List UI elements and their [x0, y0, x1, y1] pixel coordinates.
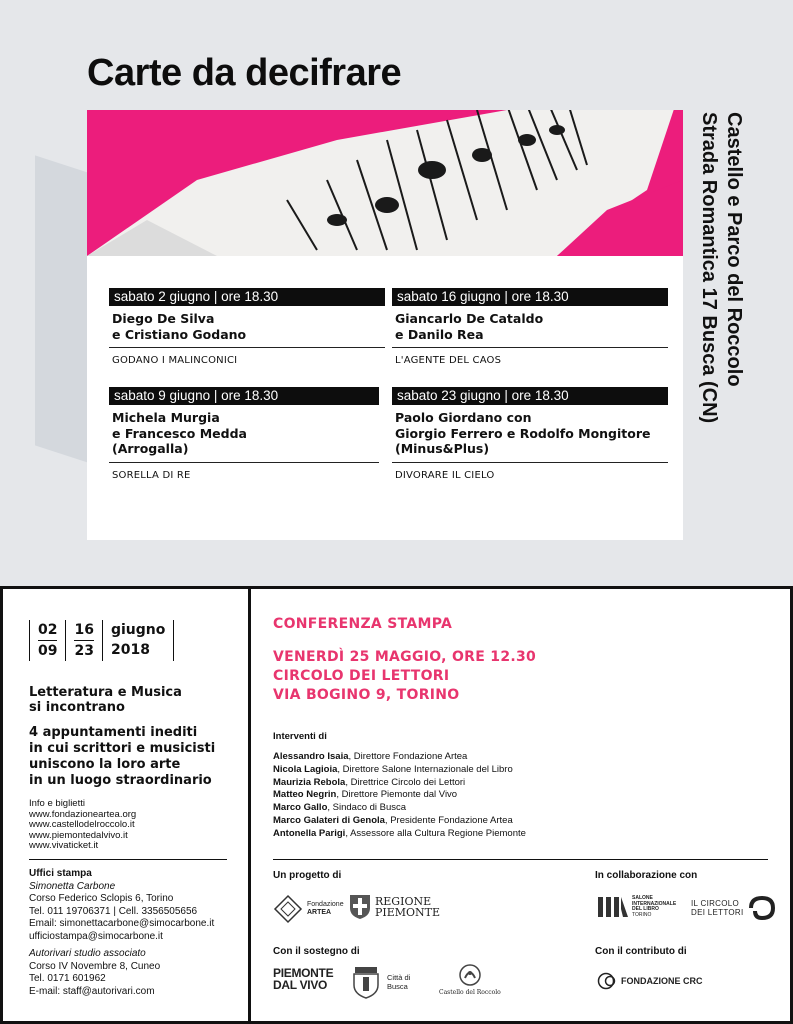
event-card — [392, 387, 668, 488]
speaker: Alessandro Isaia, Direttore Fondazione Artea — [273, 751, 468, 762]
event-names — [392, 306, 668, 348]
press-email[interactable]: E-mail: staff@autorivari.com — [29, 985, 155, 997]
label-progetto: Un progetto di — [273, 870, 342, 881]
piemonte-vivo-text: PIEMONTE — [273, 966, 334, 980]
label-sostegno: Con il sostegno di — [273, 946, 360, 957]
fondazione-crc-logo — [597, 972, 703, 990]
artea-logo-text: Fondazione — [307, 901, 344, 908]
press-contact-name: Simonetta Carbone — [29, 880, 116, 892]
press-email[interactable]: ufficiostampa@simocarbone.it — [29, 930, 163, 942]
castello-logo-text: Castello del Roccolo — [439, 989, 501, 996]
event-names — [392, 405, 668, 463]
salone-logo-text: INTERNAZIONALE — [632, 900, 677, 907]
event-name: (Minus&Plus) — [395, 441, 490, 456]
salone-logo-text: SALONE — [632, 895, 653, 901]
venue-line-2: Strada Romantica 17 Busca (CN) — [698, 112, 720, 424]
date-day: 09 — [38, 640, 57, 661]
intro-line: in cui scrittori e musicisti — [29, 741, 216, 756]
info-link[interactable]: www.piemontedalvivo.it — [29, 829, 128, 841]
event-name: Paolo Giordano con — [395, 410, 532, 425]
info-link[interactable]: www.fondazioneartea.org — [29, 808, 137, 820]
intro-description — [29, 725, 215, 789]
intro-line: 4 appuntamenti inediti — [29, 725, 198, 740]
intro-line: in un luogo straordinario — [29, 773, 212, 788]
event-card — [392, 288, 668, 373]
label-collaborazione: In collaborazione con — [595, 870, 698, 881]
event-card — [109, 387, 379, 488]
event-work: DIVORARE IL CIELO — [395, 469, 495, 481]
circolo-lettori-logo — [691, 895, 777, 921]
vertical-divider — [248, 589, 251, 1024]
conference-details — [273, 648, 536, 705]
press-contact-name: Autorivari studio associato — [29, 948, 146, 959]
speaker: Matteo Negrin, Direttore Piemonte dal Vivo — [273, 789, 458, 801]
event-name: e Cristiano Godano — [112, 326, 247, 342]
date-col-month — [102, 620, 174, 661]
event-work: L'AGENTE DEL CAOS — [395, 355, 502, 366]
busca-crest-icon — [351, 965, 381, 999]
info-label: Info e biglietti — [29, 798, 85, 809]
salone-logo-text: TORINO — [632, 911, 652, 918]
date-month: giugno — [110, 622, 166, 638]
busca-logo — [351, 965, 410, 999]
event-date: sabato 9 giugno | ore 18.30 — [109, 387, 379, 405]
event-names — [109, 306, 385, 348]
venue-line-1: Castello e Parco del Roccolo — [723, 112, 745, 387]
speakers-title: Interventi di — [273, 731, 327, 742]
press-office — [29, 868, 214, 998]
event-name: Diego De Silva — [112, 311, 215, 326]
date-block — [29, 620, 174, 661]
intro-heading — [29, 685, 182, 715]
piemonte-dal-vivo-logo — [273, 967, 333, 991]
press-line: Corso Federico Sclopis 6, Torino — [29, 893, 174, 904]
regione-logo-text: REGIONE — [375, 895, 432, 908]
intro-line: si incontrano — [29, 700, 125, 715]
speaker: Marco Gallo, Sindaco di Busca — [273, 802, 407, 814]
busca-logo-text: Busca — [387, 982, 408, 991]
divider — [29, 859, 227, 860]
conference-line: VENERDÌ 25 MAGGIO, ORE 12.30 — [273, 649, 537, 665]
speaker: Marco Galateri di Genola, Presidente Fondazione Artea — [273, 814, 513, 826]
castello-emblem-icon — [458, 963, 482, 987]
date-year: 2018 — [110, 642, 150, 658]
speaker: Maurizia Rebola, Direttrice Circolo dei Lettori — [273, 776, 466, 788]
info-link[interactable]: www.castellodelroccolo.it — [29, 819, 135, 830]
press-line: Tel. 011 19706371 | Cell. 3356505656 — [29, 905, 198, 917]
label-contributo: Con il contributo di — [595, 946, 687, 957]
date-day: 23 — [74, 640, 93, 661]
conference-line: VIA BOGINO 9, TORINO — [273, 687, 460, 703]
intro-line: Letteratura e Musica — [29, 685, 182, 700]
event-date: sabato 2 giugno | ore 18.30 — [109, 288, 385, 306]
salone-libro-logo — [597, 895, 676, 919]
venue-vertical — [700, 112, 750, 532]
press-title: Uffici stampa — [29, 868, 92, 879]
press-release — [0, 586, 793, 1024]
event-work: SORELLA DI RE — [112, 469, 191, 481]
regione-piemonte-logo — [349, 894, 440, 920]
press-line: Tel. 0171 601962 — [29, 973, 106, 984]
event-work: GODANO I MALINCONICI — [112, 355, 238, 366]
regione-shield-icon — [349, 894, 371, 920]
castello-roccolo-logo — [439, 963, 501, 996]
salone-libro-icon — [597, 895, 629, 919]
regione-logo-text: PIEMONTE — [375, 906, 441, 919]
event-name: Michela Murgia — [112, 410, 220, 425]
conference-line: CIRCOLO DEI LETTORI — [273, 668, 450, 684]
speaker: Nicola Lagioia, Direttore Salone Internazionale del Libro — [273, 763, 513, 775]
date-day: 16 — [74, 622, 94, 638]
intro-line: uniscono la loro arte — [29, 757, 181, 772]
circolo-logo-text: DEI LETTORI — [691, 908, 744, 917]
crc-emblem-icon — [597, 972, 619, 990]
event-name: Giancarlo De Cataldo — [395, 311, 544, 326]
info-links — [29, 799, 136, 852]
artea-logo — [273, 894, 344, 924]
press-email[interactable]: Email: simonettacarbone@simocarbone.it — [29, 918, 215, 929]
crumpled-paper-artwork — [87, 110, 683, 256]
speakers-list — [273, 751, 526, 841]
circolo-swirl-icon — [747, 895, 777, 921]
date-col — [65, 620, 101, 661]
event-names — [109, 405, 379, 463]
info-link[interactable]: www.vivaticket.it — [29, 840, 99, 851]
circolo-logo-text: IL CIRCOLO — [691, 899, 740, 908]
divider — [273, 859, 768, 860]
conference-title: CONFERENZA STAMPA — [273, 616, 453, 632]
press-line: Corso IV Novembre 8, Cuneo — [29, 960, 161, 972]
event-name: Giorgio Ferrero e Rodolfo Mongitore — [395, 425, 651, 441]
piemonte-vivo-text: DAL VIVO — [273, 978, 328, 992]
event-card — [109, 288, 385, 373]
poster-title: Carte da decifrare — [87, 52, 402, 94]
date-day: 02 — [38, 622, 58, 638]
event-name: e Danilo Rea — [395, 326, 484, 342]
event-name: (Arrogalla) — [112, 441, 189, 456]
event-date: sabato 16 giugno | ore 18.30 — [392, 288, 668, 306]
date-col — [29, 620, 65, 661]
event-date: sabato 23 giugno | ore 18.30 — [392, 387, 668, 405]
events-panel — [87, 256, 683, 540]
salone-logo-text: DEL LIBRO — [632, 906, 659, 912]
crc-logo-text: FONDAZIONE CRC — [621, 976, 703, 986]
event-name: e Francesco Medda — [112, 425, 247, 441]
speaker: Antonella Parigi, Assessore alla Cultura Regione Piemonte — [273, 827, 526, 839]
artea-emblem-icon — [273, 894, 303, 924]
artea-logo-text: ARTEA — [307, 909, 332, 916]
busca-logo-text: Città di — [387, 973, 411, 982]
